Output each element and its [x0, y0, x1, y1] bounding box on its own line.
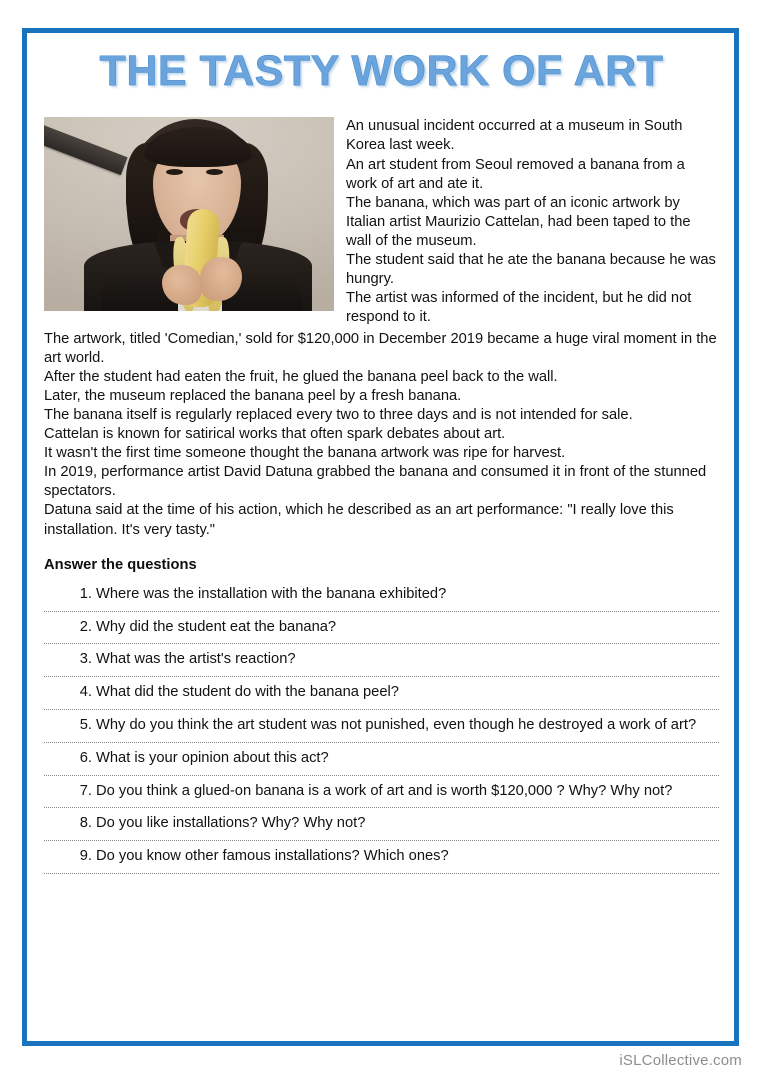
article-line: The banana itself is regularly replaced every two to three days and is not intended for sale.	[44, 406, 633, 423]
question-item	[44, 743, 719, 768]
question-item	[44, 710, 719, 735]
question-item	[44, 612, 719, 637]
question-text: What was the artist's reaction?	[96, 651, 296, 668]
article-line: The artwork, titled 'Comedian,' sold for $120,000 in December 2019 became a huge viral moment in the art world.	[44, 330, 717, 366]
question-text: Why did the student eat the banana?	[96, 618, 337, 635]
article-line: An unusual incident occurred at a museum in South Korea last week.	[346, 118, 683, 154]
article-line: In 2019, performance artist David Datuna grabbed the banana and consumed it in front of the stunned spectators.	[44, 464, 707, 500]
article-body-text	[44, 330, 719, 540]
question-number: 7.	[79, 782, 92, 799]
question-text: Where was the installation with the banana exhibited?	[96, 585, 447, 602]
question-text: Do you know other famous installations? Which ones?	[96, 848, 449, 865]
question-item	[44, 579, 719, 604]
question-text: What is your opinion about this act?	[96, 749, 329, 766]
answer-line[interactable]	[44, 873, 719, 874]
question-number: 6.	[79, 749, 92, 766]
question-number: 5.	[79, 716, 92, 733]
question-number: 9.	[79, 848, 92, 865]
article-line: Cattelan is known for satirical works that often spark debates about art.	[44, 426, 506, 443]
question-text: Do you like installations? Why? Why not?	[96, 815, 366, 832]
question-text: Do you think a glued-on banana is a work of art and is worth $120,000 ? Why? Why not?	[96, 782, 673, 799]
question-number: 1.	[79, 585, 92, 602]
questions-list	[44, 579, 719, 874]
article-line: An art student from Seoul removed a banana from a work of art and ate it.	[346, 156, 685, 192]
worksheet-content	[44, 40, 719, 874]
question-item	[44, 677, 719, 702]
question-text: What did the student do with the banana peel?	[96, 684, 399, 701]
article-line: It wasn't the first time someone thought the banana artwork was ripe for harvest.	[44, 445, 566, 462]
article-line: After the student had eaten the fruit, he glued the banana peel back to the wall.	[44, 368, 558, 385]
question-number: 3.	[79, 651, 92, 668]
article-line: The student said that he ate the banana because he was hungry.	[346, 252, 716, 288]
question-item	[44, 808, 719, 833]
article-line: The artist was informed of the incident, but he did not respond to it.	[346, 290, 692, 326]
site-watermark: iSLCollective.com	[619, 1052, 742, 1069]
question-item	[44, 644, 719, 669]
article-line: Later, the museum replaced the banana peel by a fresh banana.	[44, 387, 462, 404]
article-photo	[44, 117, 334, 311]
page-title: THE TASTY WORK OF ART	[99, 47, 664, 95]
article-line: Datuna said at the time of his action, which he described as an art performance: "I really love this installation. It's very tasty."	[44, 502, 674, 538]
answer-questions-heading: Answer the questions	[44, 556, 197, 573]
question-text: Why do you think the art student was not punished, even though he destroyed a work of art?	[96, 716, 697, 733]
question-number: 8.	[79, 815, 92, 832]
question-number: 4.	[79, 684, 92, 701]
question-number: 2.	[79, 618, 92, 635]
question-item	[44, 841, 719, 866]
article-line: The banana, which was part of an iconic artwork by Italian artist Maurizio Cattelan, had been taped to the wall of the museum.	[346, 194, 691, 249]
question-item	[44, 776, 719, 801]
article-top-section	[44, 117, 719, 327]
